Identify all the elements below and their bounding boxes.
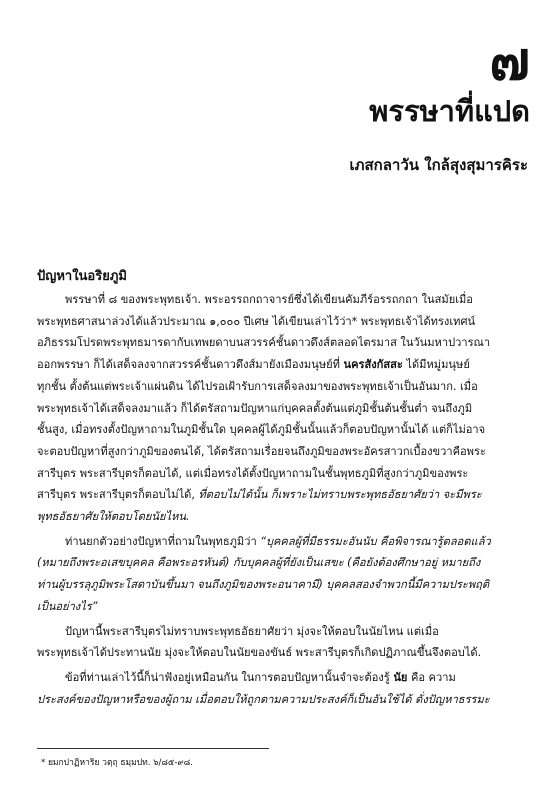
text-line: ข้อที่ท่านเล่าไว้นี้ก็น่าฟังอยู่เหมือนกัน ในการตอบปัญหานั้นจำจะต้องรู้ นัย คือ ความ bbox=[65, 670, 456, 684]
text-line: ปัญหานี้พระสารีบุตรไม่ทราบพระพุทธอัธยาศัยว่า มุ่งจะให้ตอบในนัยไหน แต่เมื่อ bbox=[65, 624, 439, 638]
text-line: สารีบุตร พระสารีบุตรก็ตอบได้, แต่เมื่อทรงได้ตั้งปัญหาถามในชั้นพุทธภูมิที่สูงกว่าภูมิของพระ bbox=[37, 466, 469, 480]
text-line: ทุกชั้น ตั้งต้นแต่พระเจ้าแผ่นดิน ได้ไปรอเฝ้ารับการเสด็จลงมาของพระพุทธเจ้าเป็นอันมาก. เมื่อ bbox=[37, 379, 478, 393]
text-line: จะตอบปัญหาที่สูงกว่าภูมิของตนได้, ได้ตรัสถามเรื่อยจนถึงภูมิของพระอัครสาวกเบื้องขวาคือพระ bbox=[37, 444, 486, 458]
text-line: เป็นอย่างไร” bbox=[37, 599, 98, 613]
text-line: ประสงค์ของปัญหาหรือของผู้ถาม เมื่อตอบให้ถูกตามความประสงค์ก็เป็นอันใช้ได้ ดั่งปัญหาธรรมะ bbox=[37, 692, 490, 706]
section-heading: ปัญหาในอริยภูมิ bbox=[37, 269, 127, 284]
text-line: พรรษาที่ ๘ ของพระพุทธเจ้า. พระอรรถกถาจารย์ซึ่งได้เขียนคัมภีร์อรรถกถา ในสมัยเมื่อ bbox=[65, 293, 473, 306]
paragraph-2 bbox=[37, 531, 524, 618]
paragraph-3 bbox=[37, 621, 524, 664]
text-line: ชั้นสูง, เมื่อทรงตั้งปัญหาถามในภูมิชั้นใด บุคคลผู้ได้ภูมิชั้นนั้นแล้วก็ตอบปัญหานั้นได้ แต่ก็ไม่อาจ bbox=[37, 423, 486, 437]
text-line: อภิธรรมโปรดพระพุทธมารดากับเทพยดาบนสวรรค์ชั้นดาวดึงส์ตลอดไตรมาส ในวันมหาปวารณา bbox=[37, 336, 491, 350]
bold-term: นครสังกัสสะ bbox=[343, 358, 403, 372]
bold-term: นัย bbox=[393, 670, 408, 684]
text-line: พระพุทธศาสนาล่วงได้แล้วประมาณ ๑,๐๐๐ ปีเศษ ได้เขียนเล่าไว้ว่า* พระพุทธเจ้าได้ทรงเทศน์ bbox=[37, 314, 476, 328]
chapter-number: ๗ bbox=[489, 29, 530, 92]
text-line: ออกพรรษา ก็ได้เสด็จลงจากสวรรค์ชั้นดาวดึงส์มายังเมืองมนุษย์ที่ นครสังกัสสะ ได้มีหมู่มนุษย์ bbox=[37, 358, 470, 372]
body-text bbox=[37, 289, 524, 713]
text-line: สารีบุตร พระสารีบุตรก็ตอบไม่ได้, ที่ตอบไม่ได้นั้น ก็เพราะไม่ทราบพระพุทธอัธยาศัยว่า จะมีพระ bbox=[37, 488, 482, 502]
text-line: พระพุทธเจ้าได้ประทานนัย มุ่งจะให้ตอบในนัยของขันธ์ พระสารีบุตรก็เกิดปฏิภาณขึ้นจึงตอบได้. bbox=[37, 646, 482, 660]
italic-text: “บุคคลผู้ที่มีธรรมะอันนับ คือพิจารณารู้ตลอดแล้ว bbox=[260, 534, 491, 548]
text-line: ท่านยกตัวอย่างปัญหาที่ถามในพุทธภูมิว่า “บุคคลผู้ที่มีธรรมะอันนับ คือพิจารณารู้ตลอดแล้ว bbox=[65, 534, 491, 548]
paragraph-4 bbox=[37, 667, 524, 710]
chapter-author: เภสกลาวัน ใกล้สุงสุมารคิระ bbox=[349, 156, 528, 174]
text-line: ท่านผู้บรรลุภูมิพระโสดาบันขึ้นมา จนถึงภูมิของพระอนาคามี) บุคคลสองจำพวกนี้มีความประพฤติ bbox=[37, 578, 490, 592]
text-line: พุทธอัธยาศัยให้ตอบโดยนัยไหน. bbox=[37, 510, 190, 524]
footnote: * ยมกปาฏิหาริย วตฺถุ ธมฺมปท. ๖/๘๕-๙๘. bbox=[41, 758, 193, 768]
italic-text: ที่ตอบไม่ได้นั้น ก็เพราะไม่ทราบพระพุทธอัธยาศัยว่า จะมีพระ bbox=[198, 488, 482, 502]
chapter-title: พรรษาที่แปด bbox=[369, 94, 530, 128]
footnote-divider bbox=[37, 748, 269, 749]
text-line: พระพุทธเจ้าได้เสด็จลงมาแล้ว ก็ได้ตรัสถามปัญหาแก่บุคคลตั้งต้นแต่ภูมิชั้นต้นชั้นต่ำ จนถึงภูมิ bbox=[37, 401, 473, 415]
paragraph-1 bbox=[37, 289, 524, 528]
text-line: (หมายถึงพระอเสขบุคคล คือพระอรหันต์) กับบุคคลผู้ที่ยังเป็นเสขะ (คือยังต้องศึกษาอยู่ หมายถึง bbox=[37, 556, 481, 570]
